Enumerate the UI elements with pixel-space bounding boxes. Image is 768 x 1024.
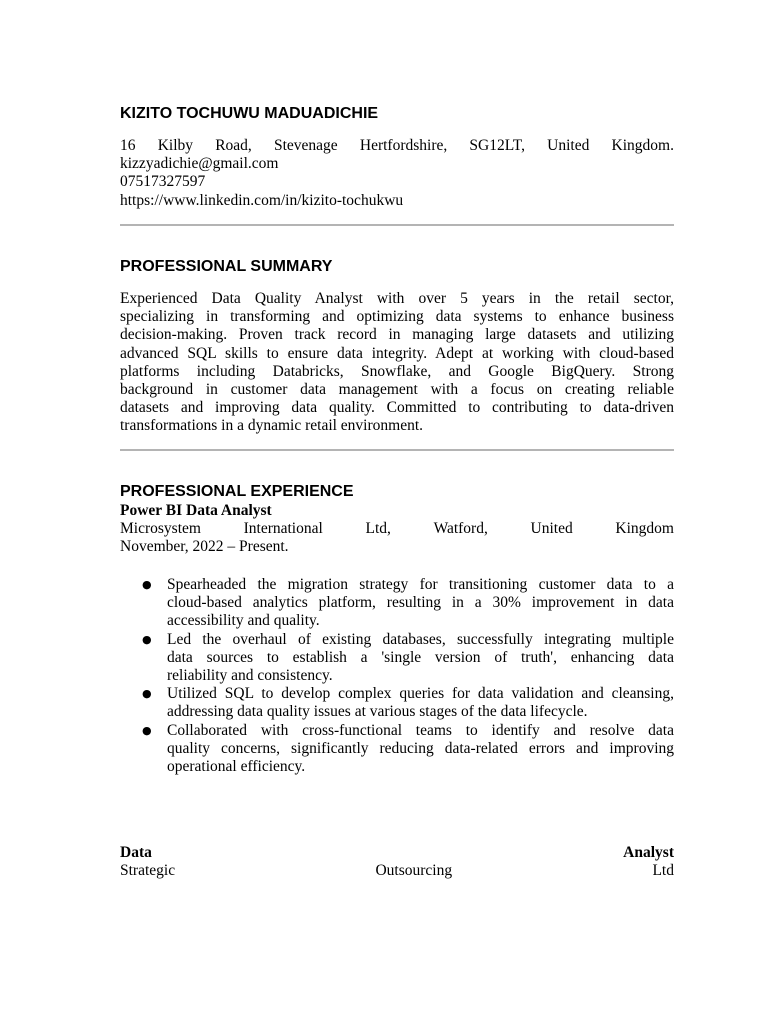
job-company [120, 862, 674, 880]
contact-linkedin[interactable]: https://www.linkedin.com/in/kizito-tochukwu [120, 191, 404, 209]
bullet-line: cloud-based analytics platform, resulting in a 30% improvement in data [167, 594, 674, 612]
job-company-word: International [243, 520, 323, 538]
bullet-line: accessibility and quality. [167, 612, 320, 630]
contact-phone: 07517327597 [120, 173, 206, 191]
job-dates: November, 2022 – Present. [120, 538, 289, 556]
job-title-word: Analyst [623, 844, 674, 861]
bullet-icon: ● [142, 723, 152, 737]
bullet-line: quality concerns, significantly reducing data-related errors and improving [167, 739, 674, 757]
job-company-word: Strategic [120, 862, 176, 880]
summary-heading: PROFESSIONAL SUMMARY [120, 258, 333, 275]
job-company-word: Kingdom [615, 520, 674, 538]
job-title [120, 844, 674, 862]
experience-heading: PROFESSIONAL EXPERIENCE [120, 483, 354, 500]
list-item [120, 576, 674, 631]
summary-line: transformations in a dynamic retail environment. [120, 417, 424, 435]
bullet-line: Spearheaded the migration strategy for transitioning customer data to a [167, 576, 674, 593]
bullet-line: data sources to establish a 'single version of truth', enhancing data [167, 648, 674, 666]
job-company-word: Ltd, [365, 520, 391, 538]
job-company [120, 520, 674, 538]
job-bullet-list [120, 576, 674, 776]
list-item [120, 722, 674, 777]
job-company-word: Microsystem [120, 520, 201, 538]
summary-line: datasets and improving data quality. Committed to contributing to data-driven [120, 399, 674, 417]
bullet-line: Collaborated with cross-functional teams to identify and resolve data [167, 721, 674, 739]
summary-paragraph [120, 290, 674, 436]
candidate-name: KIZITO TOCHUWU MADUADICHIE [120, 105, 379, 122]
job-title: Power BI Data Analyst [120, 502, 272, 519]
bullet-icon: ● [142, 632, 152, 646]
list-item [120, 631, 674, 686]
summary-line: advanced SQL skills to ensure data integrity. Adept at working with cloud-based [120, 344, 674, 362]
bullet-icon: ● [142, 687, 152, 701]
bullet-line: reliability and consistency. [167, 667, 333, 685]
job-company-word: Watford, [433, 520, 488, 538]
section-divider [120, 449, 674, 451]
summary-line: decision-making. Proven track record in managing large datasets and utilizing [120, 326, 674, 344]
summary-line: Experienced Data Quality Analyst with over 5 years in the retail sector, [120, 290, 674, 307]
summary-line: specializing in transforming and optimizing data systems to enhance business [120, 308, 674, 326]
bullet-line: operational efficiency. [167, 758, 306, 776]
list-item [120, 685, 674, 721]
job-entry [120, 502, 674, 557]
contact-address: 16 Kilby Road, Stevenage Hertfordshire, SG12LT, United Kingdom. [120, 137, 674, 154]
job-company-word: Outsourcing [375, 862, 453, 880]
job-company-word: Ltd [652, 862, 674, 880]
summary-line: background in customer data management with a focus on creating reliable [120, 381, 674, 399]
contact-email[interactable]: kizzyadichie@gmail.com [120, 155, 279, 173]
section-divider [120, 224, 674, 226]
bullet-line: addressing data quality issues at various stages of the data lifecycle. [167, 703, 588, 721]
job-company-word: United [530, 520, 573, 538]
job-title-word: Data [120, 844, 152, 861]
contact-block [120, 137, 674, 210]
bullet-line: Led the overhaul of existing databases, successfully integrating multiple [167, 630, 674, 648]
job-entry [120, 844, 674, 880]
summary-line: platforms including Databricks, Snowflake, and Google BigQuery. Strong [120, 362, 674, 380]
bullet-line: Utilized SQL to develop complex queries for data validation and cleansing, [167, 685, 674, 703]
bullet-icon: ● [142, 578, 152, 591]
